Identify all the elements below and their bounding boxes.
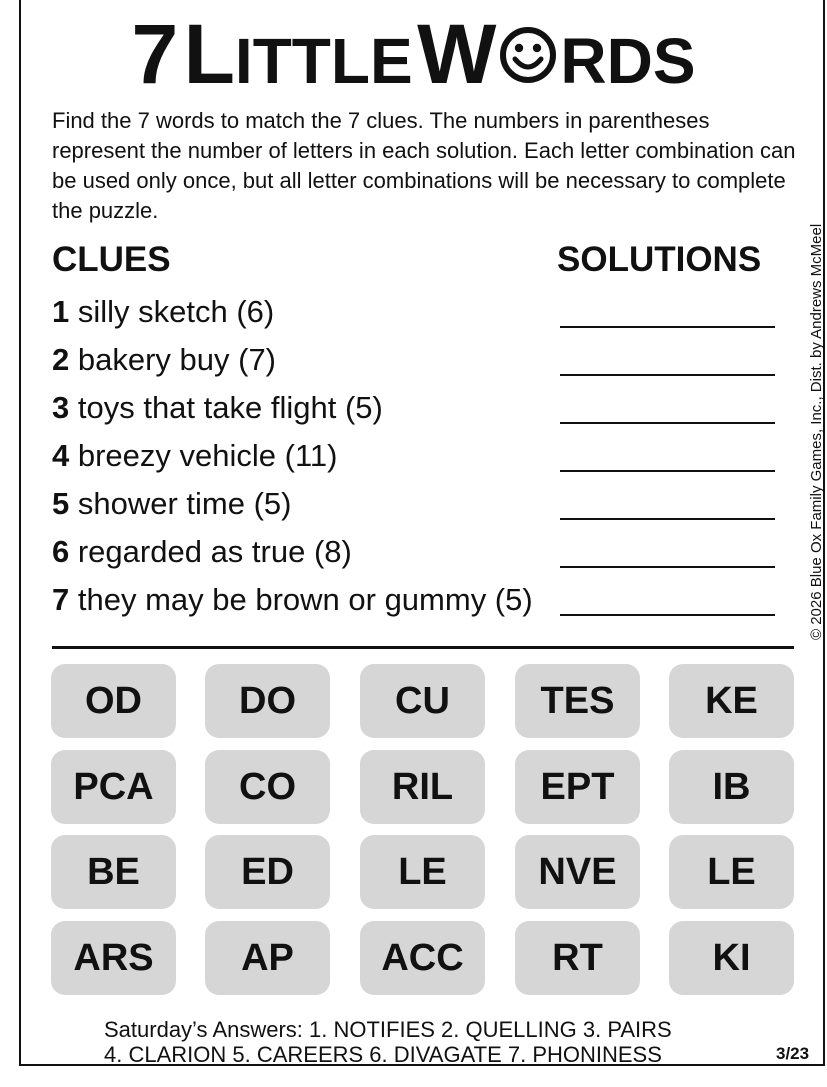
letter-tile[interactable]: DO [205,664,330,738]
clue-1 [52,294,274,330]
letter-tile[interactable]: RIL [360,750,485,824]
clue-text: they may be brown or gummy (5) [69,582,533,617]
letter-tile[interactable]: EPT [515,750,640,824]
title-initial-w: W [417,7,497,101]
clue-2 [52,342,276,378]
letter-tile[interactable]: KE [669,664,794,738]
clue-3 [52,390,383,426]
clue-5 [52,486,291,522]
instructions-text: Find the 7 words to match the 7 clues. The numbers in parentheses represent the number of letters in each solution. Each letter combination can be used only once, but all letter combinations will be necessary to complete the puzzle. [52,108,796,223]
letter-tile[interactable]: RT [515,921,640,995]
title-rest-ittle: ITTLE [234,25,413,97]
clue-number: 6 [52,534,70,569]
divider-line [52,646,794,649]
clue-text: silly sketch (6) [69,294,275,329]
solution-blank-2[interactable] [560,374,775,376]
clue-number: 3 [52,390,70,425]
solution-blank-1[interactable] [560,326,775,328]
puzzle-date: 3/23 [776,1044,810,1063]
solutions-heading: SOLUTIONS [557,240,762,279]
letter-tile[interactable]: AP [205,921,330,995]
clue-text: shower time (5) [69,486,292,521]
solution-blank-6[interactable] [560,566,775,568]
title-initial-l: L [183,7,235,101]
letter-tile[interactable]: ARS [51,921,176,995]
clue-4 [52,438,337,474]
clues-heading: CLUES [52,240,171,279]
clue-number: 5 [52,486,70,521]
title-rest-rds: RDS [560,25,696,97]
letter-tile[interactable]: ED [205,835,330,909]
previous-answers [104,1017,672,1067]
clue-number: 2 [52,342,70,377]
copyright-credit: © 2026 Blue Ox Family Games, Inc., Dist. by Andrews McMeel [808,223,825,640]
clue-number: 1 [52,294,70,329]
letter-tile[interactable]: NVE [515,835,640,909]
solution-blank-3[interactable] [560,422,775,424]
clue-text: toys that take flight (5) [69,390,383,425]
clue-text: bakery buy (7) [69,342,277,377]
clue-number: 4 [52,438,70,473]
clue-6 [52,534,352,570]
answers-line-2: 4. CLARION 5. CAREERS 6. DIVAGATE 7. PHONINESS [104,1042,662,1067]
solution-blank-4[interactable] [560,470,775,472]
letter-tile[interactable]: ACC [360,921,485,995]
letter-tile[interactable]: LE [360,835,485,909]
letter-tile[interactable]: CU [360,664,485,738]
letter-tile[interactable]: OD [51,664,176,738]
letter-tile[interactable]: PCA [51,750,176,824]
solution-blank-5[interactable] [560,518,775,520]
puzzle-title [0,6,827,103]
letter-tile[interactable]: LE [669,835,794,909]
letter-tile[interactable]: BE [51,835,176,909]
clue-text: breezy vehicle (11) [69,438,338,473]
letter-tile[interactable]: IB [669,750,794,824]
letter-tile[interactable]: CO [205,750,330,824]
title-number: 7 [131,7,180,101]
solution-blank-7[interactable] [560,614,775,616]
clue-7 [52,582,533,618]
answers-line-1: Saturday’s Answers: 1. NOTIFIES 2. QUELLING 3. PAIRS [104,1017,672,1042]
letter-tile[interactable]: TES [515,664,640,738]
smiley-icon [498,25,558,85]
letter-tile[interactable]: KI [669,921,794,995]
clue-number: 7 [52,582,70,617]
clue-text: regarded as true (8) [69,534,352,569]
